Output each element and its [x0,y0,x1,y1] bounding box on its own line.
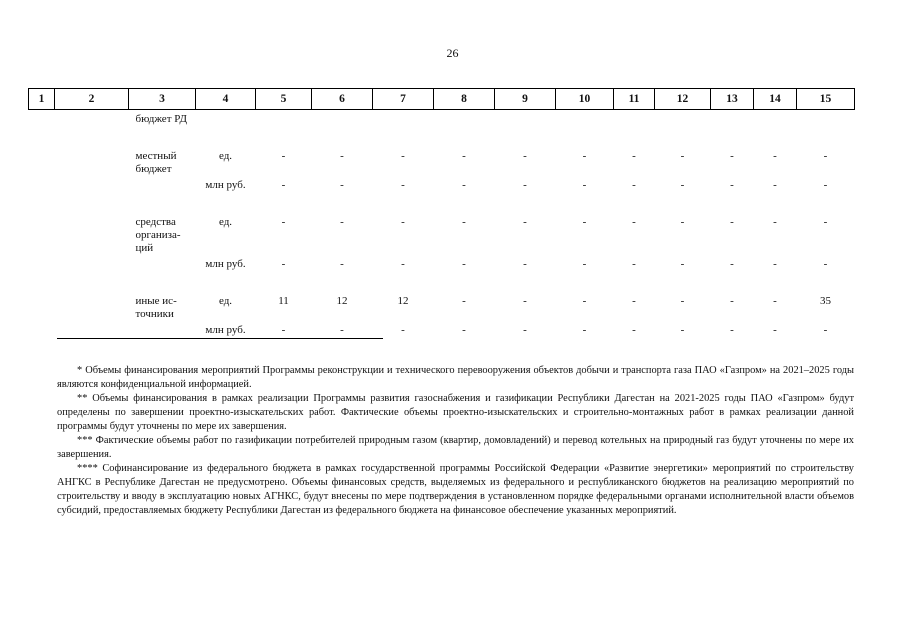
funding-source-cell [129,176,196,204]
financing-table [28,88,855,349]
unit-cell: ед. [218,216,233,228]
footnote-separator [57,338,383,339]
table-row [29,213,855,255]
empty-cell [29,176,55,204]
funding-source-cell [129,321,196,349]
value-cell: - [823,216,828,228]
column-header-11: 11 [614,89,655,110]
value-cell: - [680,216,685,228]
column-header-14: 14 [754,89,797,110]
value-cell: 35 [820,295,831,307]
empty-cell [29,110,55,139]
funding-source-cell: местный бюджет [135,150,177,175]
value-cell: - [773,179,777,191]
footnote-2: ** Объемы финансирования в рамках реализации Программы развития газоснабжения и газификации Республики Дагестан на 2021-2025 годы ПАО «Газпром» будут определены по завершении проектно-изыскательских работ. Фактические объемы проектно-изыскательских и строительно-монтажных работ в рамках реализации данной программы будут уточнены по мере их завершения. [57,393,854,432]
column-header-6: 6 [312,89,373,110]
column-header-12: 12 [655,89,711,110]
row-spacer [29,283,855,292]
value-cell: - [523,216,527,228]
value-cell: - [582,295,587,307]
empty-cell [29,147,55,176]
value-cell: 12 [397,295,409,307]
column-header-5: 5 [256,89,312,110]
value-cell: - [680,150,685,162]
value-cell: - [281,216,286,228]
value-cell: - [730,216,734,228]
table-row [29,147,855,176]
table-row [29,176,855,204]
value-cell: - [730,179,734,191]
value-cell: - [680,295,685,307]
value-cell: - [523,324,527,336]
value-cell: - [823,179,828,191]
value-cell: - [632,295,636,307]
row-spacer [29,204,855,213]
value-cell [614,110,655,139]
value-cell: - [582,216,587,228]
value-cell: - [823,150,828,162]
value-cell: - [680,324,685,336]
value-cell: - [523,179,527,191]
value-cell [256,110,312,139]
unit-cell: млн руб. [205,324,246,336]
value-cell: - [281,324,286,336]
value-cell: - [823,324,828,336]
value-cell: - [632,179,636,191]
value-cell: - [281,179,286,191]
value-cell: - [632,216,636,228]
column-header-9: 9 [495,89,556,110]
unit-cell: ед. [218,295,233,307]
footnote-1: * Объемы финансирования мероприятий Программы реконструкции и технического перевооружения объектов добычи и транспорта газа ПАО «Газпром» на 2021–2025 годы являются конфиденциальной информацией. [57,365,854,390]
value-cell: - [340,324,344,336]
value-cell: - [462,216,466,228]
value-cell: - [773,216,777,228]
value-cell: - [401,150,405,162]
empty-cell [55,176,129,204]
funding-source-cell: иные ис-точники [135,295,177,320]
table-row [29,292,855,321]
value-cell: - [730,150,734,162]
table-row [29,321,855,349]
value-cell: - [773,258,777,270]
empty-cell [55,321,129,349]
value-cell: 12 [336,295,348,307]
value-cell: - [401,258,405,270]
value-cell [711,110,754,139]
value-cell: - [462,258,466,270]
value-cell [434,110,495,139]
empty-cell [55,147,129,176]
funding-source-cell: средства организа-ций [135,216,181,254]
column-header-8: 8 [434,89,495,110]
value-cell: - [401,324,405,336]
table-row [29,255,855,283]
column-header-7: 7 [373,89,434,110]
unit-cell [196,110,256,139]
footnote-4: **** Софинансирование из федерального бюджета в рамках государственной программы Российской Федерации «Развитие энергетики» мероприятий по строительству АНГКС в Республике Дагестан не предусмотрено. Объемы финансовых средств, выделяемых из федерального и республиканского бюджетов на реализацию мероприятий по строительству и вводу в эксплуатацию новых АГНКС, будут внесены по мере подтверждения в установленном порядке федеральными органами исполнительной власти объемов субсидий, предоставляемых бюджету Республики Дагестан из федерального бюджета на финансовое обеспечение указанных мероприятий. [57,463,854,516]
value-cell [312,110,373,139]
empty-cell [29,321,55,349]
column-header-2: 2 [55,89,129,110]
value-cell: - [773,150,777,162]
value-cell: - [281,150,286,162]
footnotes [57,364,854,518]
value-cell: - [523,258,527,270]
empty-cell [55,292,129,321]
value-cell: - [340,150,344,162]
column-header-10: 10 [556,89,614,110]
value-cell: - [632,324,636,336]
empty-cell [55,213,129,255]
value-cell: - [281,258,286,270]
column-header-3: 3 [129,89,196,110]
unit-cell: млн руб. [205,179,246,191]
value-cell: - [340,179,344,191]
value-cell: - [582,179,587,191]
unit-cell: ед. [218,150,233,162]
table-row [29,110,855,139]
value-cell: - [632,258,636,270]
value-cell: - [582,150,587,162]
table-body [29,110,855,350]
value-cell: - [401,216,405,228]
value-cell: - [582,258,587,270]
empty-cell [55,255,129,283]
empty-cell [29,213,55,255]
value-cell: - [680,258,685,270]
value-cell: 11 [278,295,289,307]
value-cell: - [523,295,527,307]
funding-source-cell [129,255,196,283]
value-cell: - [773,295,777,307]
empty-cell [55,110,129,139]
value-cell: - [340,216,344,228]
value-cell [797,110,855,139]
funding-source-cell: бюджет РД [135,113,188,125]
row-spacer [29,138,855,147]
value-cell: - [462,179,466,191]
unit-cell: млн руб. [205,258,246,270]
value-cell: - [730,295,734,307]
value-cell: - [730,324,734,336]
value-cell: - [462,324,466,336]
value-cell: - [632,150,636,162]
value-cell: - [401,179,405,191]
value-cell: - [462,150,466,162]
value-cell [754,110,797,139]
value-cell: - [340,258,344,270]
column-header-13: 13 [711,89,754,110]
value-cell: - [680,179,685,191]
value-cell [556,110,614,139]
value-cell [655,110,711,139]
column-header-4: 4 [196,89,256,110]
page-number: 26 [446,46,459,60]
value-cell: - [730,258,734,270]
value-cell [495,110,556,139]
value-cell: - [823,258,828,270]
value-cell: - [582,324,587,336]
header-row [29,89,855,110]
column-header-1: 1 [29,89,55,110]
value-cell: - [462,295,466,307]
value-cell: - [523,150,527,162]
empty-cell [29,292,55,321]
column-header-15: 15 [797,89,855,110]
value-cell: - [773,324,777,336]
empty-cell [29,255,55,283]
value-cell [373,110,434,139]
footnote-3: *** Фактические объемы работ по газификации потребителей природным газом (квартир, домовладений) и перевод котельных на природный газ будут уточнены по мере их завершения. [57,435,854,460]
